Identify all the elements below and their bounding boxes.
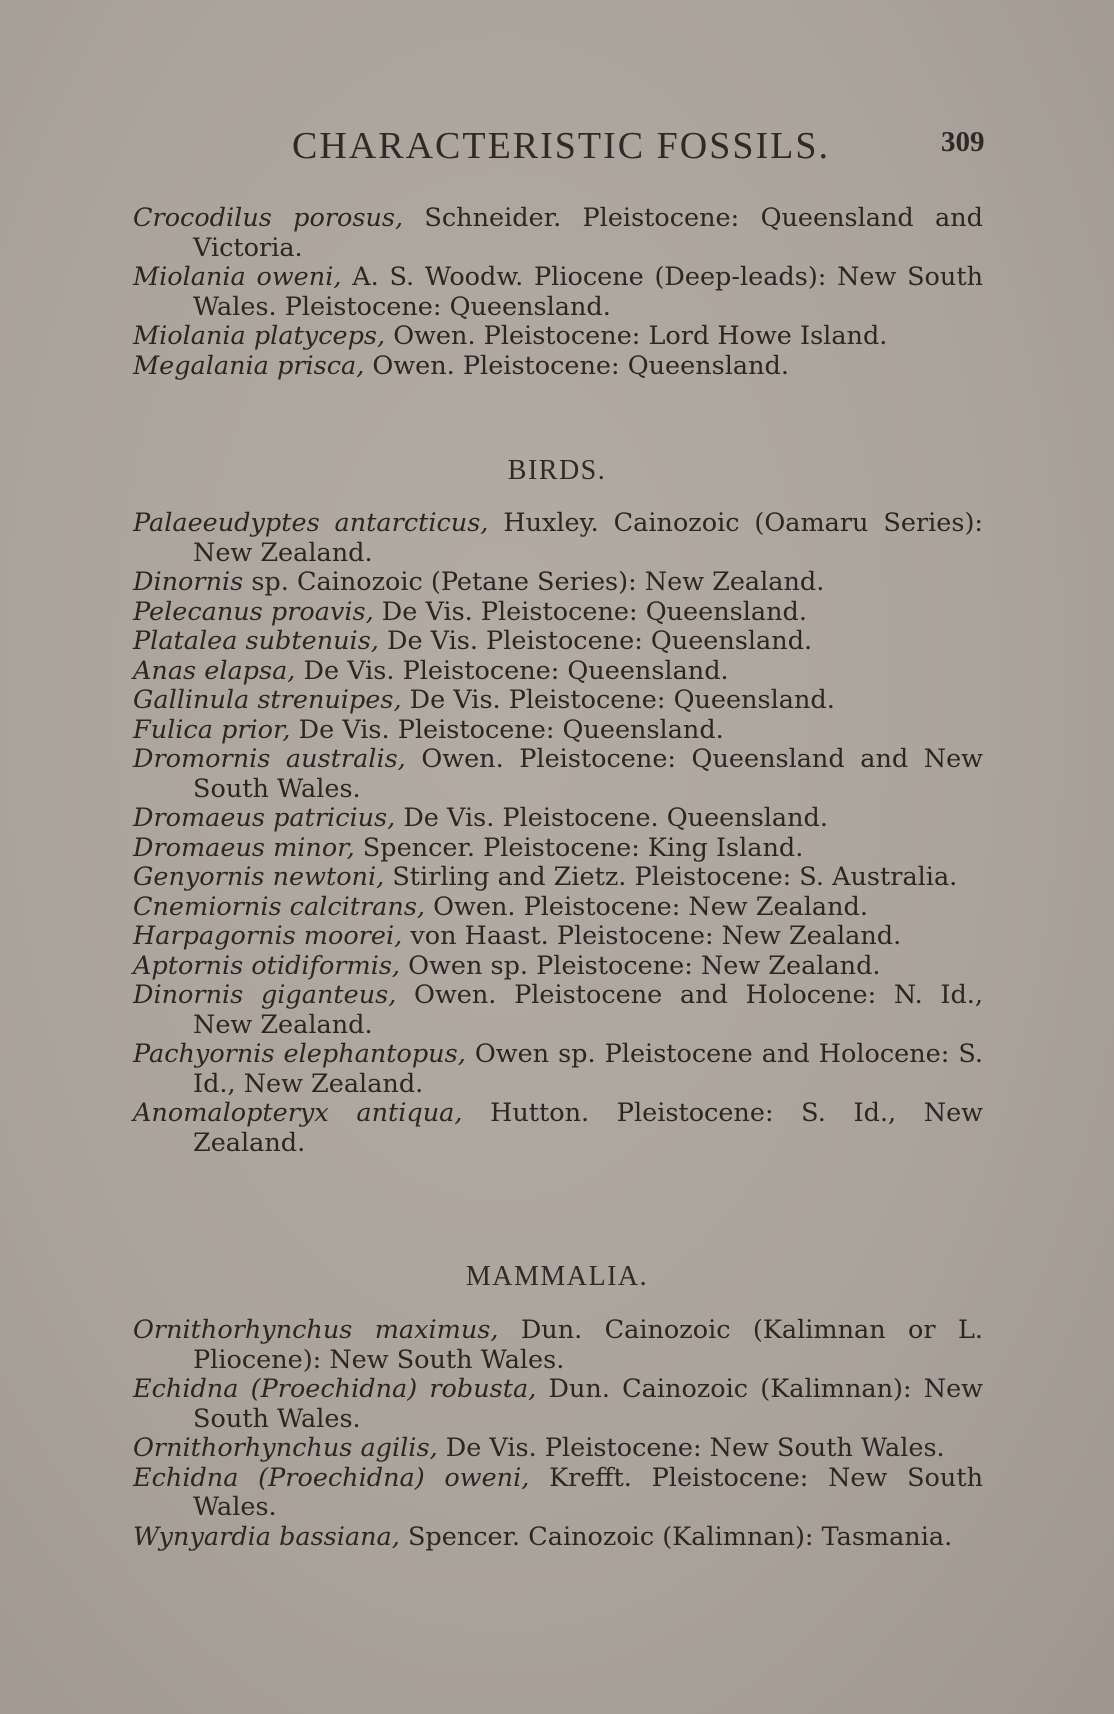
- list-item: Genyornis newtoni, Stirling and Zietz. Pleistocene: S. Australia.: [133, 862, 958, 892]
- list-item: Pelecanus proavis, De Vis. Pleistocene: Queensland.: [133, 596, 807, 627]
- section-heading-mammalia: MAMMALIA.: [465, 1261, 649, 1292]
- list-item: Aptornis otidiformis, Owen sp. Pleistocene: New Zealand.: [133, 950, 881, 981]
- list-item: Crocodilus porosus, Schneider. Pleistocene: Queensland and Victoria.: [133, 203, 983, 263]
- list-item: Platalea subtenuis, De Vis. Pleistocene: Queensland.: [133, 626, 813, 656]
- list-item: Dromornis australis, Owen. Pleistocene: Queensland and New South Wales.: [133, 744, 983, 804]
- list-item: Ornithorhynchus agilis, De Vis. Pleistocene: New South Wales.: [133, 1433, 945, 1463]
- list-item: Miolania oweni, A. S. Woodw. Pliocene (Deep-leads): New South Wales. Pleistocene: Queensland.: [133, 262, 983, 322]
- page-number: 309: [941, 126, 985, 158]
- list-item: Dinornis giganteus, Owen. Pleistocene and Holocene: N. Id., New Zealand.: [133, 980, 983, 1040]
- list-item: Pachyornis elephantopus, Owen sp. Pleistocene and Holocene: S. Id., New Zealand.: [133, 1039, 984, 1099]
- list-item: Harpagornis moorei, von Haast. Pleistocene: New Zealand.: [133, 921, 902, 951]
- list-item: Dinornis sp. Cainozoic (Petane Series): New Zealand.: [133, 567, 825, 597]
- list-item: Anas elapsa, De Vis. Pleistocene: Queensland.: [133, 655, 729, 686]
- list-item: Echidna (Proechidna) oweni, Krefft. Pleistocene: New South Wales.: [133, 1462, 983, 1522]
- section-heading-birds: BIRDS.: [507, 455, 607, 486]
- mammalia-list: [133, 1316, 983, 1552]
- list-item: Miolania platyceps, Owen. Pleistocene: Lord Howe Island.: [133, 321, 888, 351]
- running-head: [0, 118, 1114, 168]
- list-item: Wynyardia bassiana, Spencer. Cainozoic (Kalimnan): Tasmania.: [133, 1521, 953, 1552]
- list-item: Fulica prior, De Vis. Pleistocene: Queensland.: [133, 714, 724, 745]
- reptiles-list: [133, 204, 983, 381]
- list-item: Dromaeus minor, Spencer. Pleistocene: King Island.: [133, 832, 804, 863]
- list-item: Gallinula strenuipes, De Vis. Pleistocene: Queensland.: [133, 685, 835, 715]
- list-item: Anomalopteryx antiqua, Hutton. Pleistocene: S. Id., New Zealand.: [133, 1098, 983, 1158]
- list-item: Dromaeus patricius, De Vis. Pleistocene. Queensland.: [133, 803, 828, 833]
- list-item: Cnemiornis calcitrans, Owen. Pleistocene: New Zealand.: [133, 891, 868, 922]
- list-item: Ornithorhynchus maximus, Dun. Cainozoic (Kalimnan or L. Pliocene): New South Wales.: [133, 1315, 983, 1375]
- birds-list: [133, 509, 983, 1158]
- list-item: Megalania prisca, Owen. Pleistocene: Queensland.: [133, 350, 789, 381]
- list-item: Palaeeudyptes antarcticus, Huxley. Cainozoic (Oamaru Series): New Zealand.: [133, 508, 984, 568]
- list-item: Echidna (Proechidna) robusta, Dun. Cainozoic (Kalimnan): New South Wales.: [133, 1374, 983, 1434]
- running-title: CHARACTERISTIC FOSSILS.: [292, 125, 830, 167]
